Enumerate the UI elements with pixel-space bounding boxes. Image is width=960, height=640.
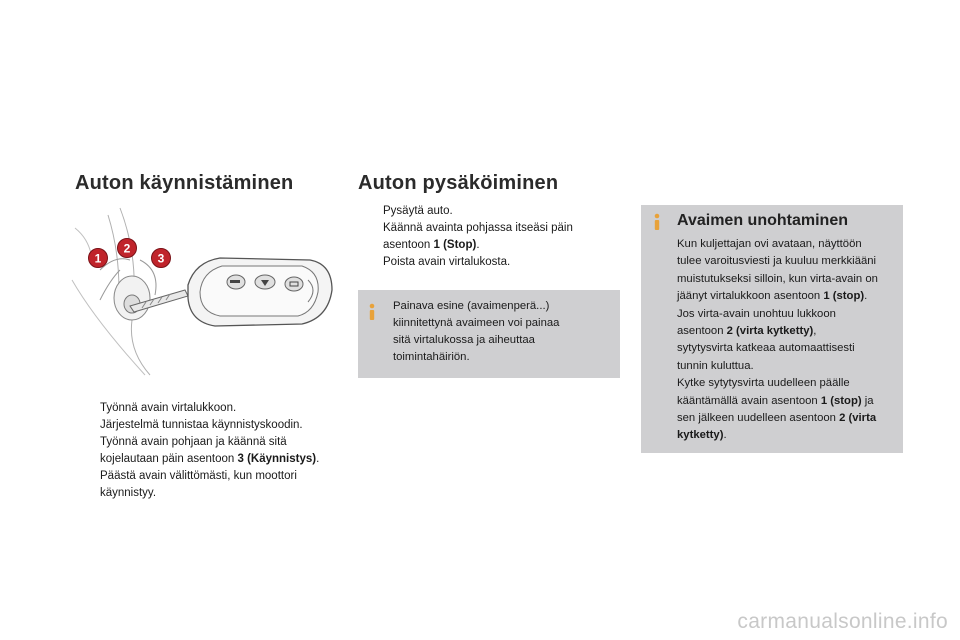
position-badge-3 bbox=[152, 249, 171, 268]
watermark: carmanualsonline.info bbox=[737, 610, 948, 633]
section-title-parking: Auton pysäköiminen bbox=[358, 172, 559, 194]
panel-body: Kun kuljettajan ovi avataan, näyttöön tulee varoitusviesti ja kuuluu merkkiääni muistutukseksi silloin, kun virta-avain on jäänyt virtalukkoon asentoon 1 (stop). Jos virta-avain unohtuu lukkoon asentoon 2 (virta kytketty), sytytysvirta katkeaa automaattisesti tunnin kuluttua. Kytke sytytysvirta uudelleen päälle kääntämällä avain asentoon 1 (stop) ja sen jälkeen uudelleen asentoon 2 (virta kytketty). bbox=[677, 238, 878, 442]
position-badge-1 bbox=[89, 249, 108, 268]
info-icon bbox=[364, 303, 380, 321]
position-badge-2 bbox=[118, 239, 137, 258]
list-item: Työnnä avain pohjaan ja käännä sitä kojelautaan päin asentoon 3 (Käynnistys). bbox=[100, 436, 320, 465]
svg-text:1: 1 bbox=[94, 251, 102, 266]
parking-steps-list bbox=[359, 203, 619, 271]
info-icon bbox=[649, 213, 665, 231]
list-item: Päästä avain välittömästi, kun moottori käynnistyy. bbox=[100, 470, 297, 499]
svg-text:2: 2 bbox=[123, 241, 131, 256]
section-title-starting: Auton käynnistäminen bbox=[75, 172, 294, 194]
starting-steps-list bbox=[76, 400, 336, 502]
panel-title: Avaimen unohtaminen bbox=[677, 212, 848, 229]
svg-text:3: 3 bbox=[157, 251, 165, 266]
warning-note-text: Painava esine (avaimenperä...) kiinnitettynä avaimeen voi painaa sitä virtalukossa ja aiheuttaa toimintahäiriön. bbox=[393, 300, 560, 363]
list-item: Työnnä avain virtalukkoon. Järjestelmä tunnistaa käynnistyskoodin. bbox=[100, 402, 303, 431]
list-item: Poista avain virtalukosta. bbox=[383, 256, 511, 268]
ignition-key-illustration bbox=[70, 200, 340, 380]
list-item: Käännä avainta pohjassa itseäsi päin asentoon 1 (Stop). bbox=[383, 222, 573, 251]
list-item: Pysäytä auto. bbox=[383, 205, 453, 217]
